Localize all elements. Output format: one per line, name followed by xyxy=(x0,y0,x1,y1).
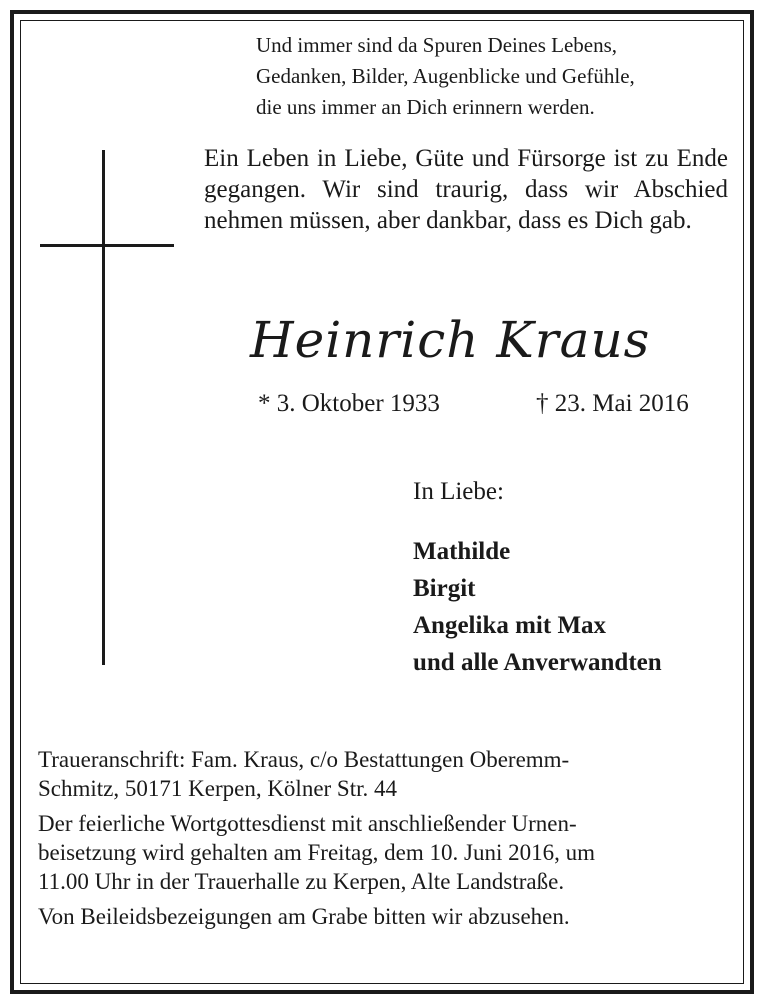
death-date: † 23. Mai 2016 xyxy=(536,390,689,417)
address-line: Schmitz, 50171 Kerpen, Kölner Str. 44 xyxy=(38,776,398,801)
verse-line: die uns immer an Dich erinnern werden. xyxy=(256,95,595,119)
verse-line: Gedanken, Bilder, Augenblicke und Gefühle, xyxy=(256,64,635,88)
mourner-name: Angelika mit Max xyxy=(413,612,607,639)
verse-line: Und immer sind da Spuren Deines Lebens, xyxy=(256,33,618,57)
closing-note: Von Beileidsbezeigungen am Grabe bitten wir abzusehen. xyxy=(38,904,570,929)
address-line: Traueranschrift: Fam. Kraus, c/o Bestattungen Oberemm- xyxy=(38,747,570,772)
service-line: Der feierliche Wortgottesdienst mit anschließender Urnen- xyxy=(38,811,577,836)
birth-date: * 3. Oktober 1933 xyxy=(258,390,440,417)
verse xyxy=(256,30,736,123)
mourner-name: Mathilde xyxy=(413,538,511,565)
mourners-label: In Liebe: xyxy=(413,478,504,505)
cross-horizontal-bar xyxy=(40,244,174,247)
mourner-name: und alle Anverwandten xyxy=(413,649,662,676)
service-announcement xyxy=(38,809,728,896)
funeral-info xyxy=(38,745,728,937)
service-line: beisetzung wird gehalten am Freitag, dem 10. Juni 2016, um xyxy=(38,840,595,865)
mourners-list xyxy=(413,533,662,681)
cross-vertical-bar xyxy=(102,150,105,665)
mourning-address xyxy=(38,745,728,803)
intro-text: Ein Leben in Liebe, Güte und Fürsorge ist zu Ende gegangen. Wir sind traurig, dass wir Abschied nehmen müssen, aber dankbar, dass es Dich gab. xyxy=(204,145,728,234)
deceased-name: Heinrich Kraus xyxy=(250,311,651,369)
service-line: 11.00 Uhr in der Trauerhalle zu Kerpen, Alte Landstraße. xyxy=(38,869,565,894)
mourner-name: Birgit xyxy=(413,575,476,602)
life-dates xyxy=(258,388,728,420)
